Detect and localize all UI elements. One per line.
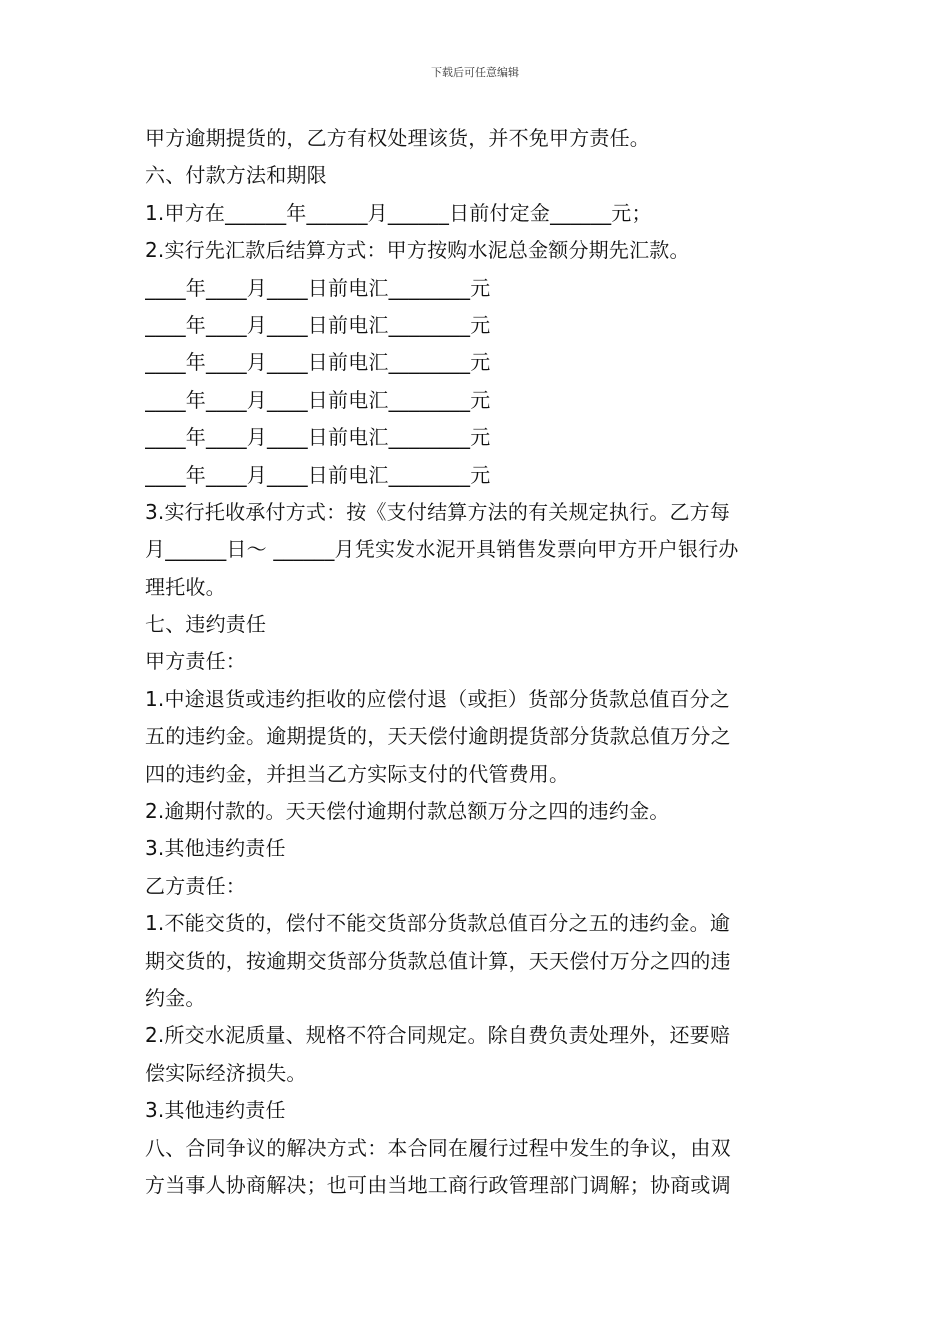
text-line: 理托收。 xyxy=(145,574,226,599)
section-heading: 七、违约责任 xyxy=(145,612,267,637)
text-line: 甲方逾期提货的，乙方有权处理该货，并不免甲方责任。 xyxy=(145,126,650,150)
text-line: 期交货的，按逾期交货部分货款总值计算，天天偿付万分之四的违 xyxy=(145,948,731,973)
remittance-line: ____年____月____日前电汇________元 xyxy=(145,462,491,487)
text-line: 3.实行托收承付方式：按《支付结算方法的有关规定执行。乙方每 xyxy=(145,499,731,524)
text-line: 五的违约金。逾期提货的，天天偿付逾朗提货部分货款总值万分之 xyxy=(145,724,731,749)
text-line: 月______日～ ______月凭实发水泥开具销售发票向甲方开户银行办 xyxy=(145,537,739,562)
remittance-line: ____年____月____日前电汇________元 xyxy=(145,387,491,412)
text-line: 约金。 xyxy=(145,985,206,1010)
section-heading: 六、付款方法和期限 xyxy=(145,163,327,188)
remittance-line: ____年____月____日前电汇________元 xyxy=(145,350,491,375)
text-line: 方当事人协商解决；也可由当地工商行政管理部门调解；协商或调 xyxy=(145,1172,731,1197)
text-line: 3.其他违约责任 xyxy=(145,836,286,861)
party-heading: 乙方责任： xyxy=(145,873,246,898)
text-line: 1.不能交货的，偿付不能交货部分货款总值百分之五的违约金。逾 xyxy=(145,911,731,936)
remittance-line: ____年____月____日前电汇________元 xyxy=(145,312,491,337)
contract-body xyxy=(145,120,810,1204)
text-line: 3.其他违约责任 xyxy=(145,1098,286,1123)
text-line: 偿实际经济损失。 xyxy=(145,1060,307,1085)
section-heading: 八、合同争议的解决方式：本合同在履行过程中发生的争议，由双 xyxy=(145,1135,731,1160)
party-heading: 甲方责任： xyxy=(145,649,246,674)
text-line: 1.甲方在______年______月______日前付定金______元； xyxy=(145,200,652,225)
remittance-line: ____年____月____日前电汇________元 xyxy=(145,425,491,450)
text-line: 四的违约金，并担当乙方实际支付的代管费用。 xyxy=(145,761,570,786)
remittance-line: ____年____月____日前电汇________元 xyxy=(145,275,491,300)
page-header-note: 下载后可任意编辑 xyxy=(431,66,519,79)
text-line: 2.逾期付款的。天天偿付逾期付款总额万分之四的违约金。 xyxy=(145,799,670,824)
text-line: 2.所交水泥质量、规格不符合同规定。除自费负责处理外，还要赔 xyxy=(145,1023,731,1048)
text-line: 1.中途退货或违约拒收的应偿付退（或拒）货部分货款总值百分之 xyxy=(145,686,731,711)
text-line: 2.实行先汇款后结算方式：甲方按购水泥总金额分期先汇款。 xyxy=(145,238,690,263)
